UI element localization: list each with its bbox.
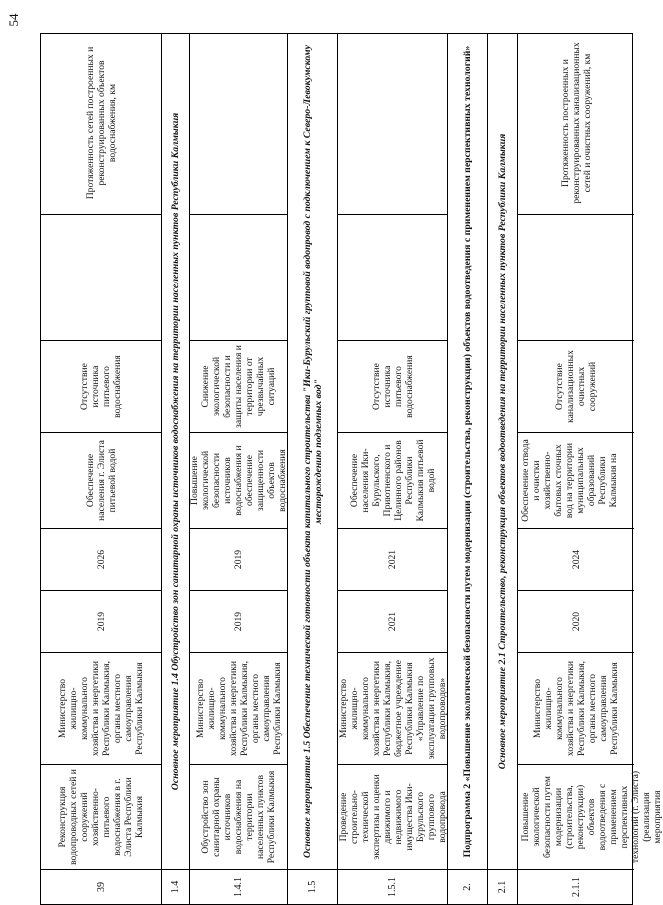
expected-result: Обеспечение населения Ики-Бурульского, Приютненского и Целинного районов Республики Калмыкия питьевой водой — [338, 433, 447, 529]
executor: Министерство жилищно-коммунального хозяйства и энергетики Республики Калмыкия, органы местного самоуправления Республики Калмыкия — [190, 653, 287, 765]
indicator: Протяженность сетей построенных и реконструированных объектов водоснабжения, км — [41, 32, 161, 215]
expected-result: Обеспечение отвода и очистки хозяйственно-бытовых сточных вод на территории муниципальных образований Республики Калмыкия на — [518, 433, 634, 529]
page-number: 54 — [6, 13, 21, 27]
start-year: 2019 — [41, 591, 161, 653]
measure-name: Реконструкция водопроводных сетей и сооружений хозяйственно-питьевого водоснабжения в г. Элиста Республики Калмыкия — [41, 765, 161, 870]
table-row — [41, 34, 161, 904]
measure-name: Обустройство зон санитарной охраны источников водоснабжения на территории населенных пунктов Республики Калмыкия — [190, 765, 287, 870]
section-row — [487, 34, 517, 904]
row-number: 1.4.1 — [233, 877, 244, 897]
consequence: Снижение экологической безопасности и защиты населения и территории от чрезвычайных ситуаций — [190, 341, 287, 433]
consequence: Отсутствие канализационных очистных сооружений — [518, 341, 634, 433]
section-title: Основное мероприятие 2.1 Строительство, реконструкция объектов водоотведения на территории населенных пунктов Республики Калмыкия — [488, 34, 517, 870]
row-number: 1.5.1 — [387, 877, 398, 897]
section-row — [287, 34, 337, 904]
executor: Министерство жилищно-коммунального хозяйства и энергетики Республики Калмыкия, бюджетное учреждение Республики Калмыкия «Управление по эксплуатации групповых водопроводов» — [338, 653, 447, 765]
subprogram-title: Подпрограмма 2 «Повышение экологической безопасности путем модернизации (строительства, реконструкции) объектов водоотведения с применением перспективных технологий» — [448, 34, 487, 870]
table-row — [189, 34, 287, 904]
end-year: 2024 — [518, 529, 634, 591]
indicator: Протяженность построенных и реконструированных канализационных сетей и очистных сооружений, км — [518, 32, 634, 215]
end-year: 2026 — [41, 529, 161, 591]
indicator — [190, 32, 287, 215]
subprogram-row — [447, 34, 487, 904]
table-row — [337, 34, 447, 904]
consequence: Отсутствие источника питьевого водоснабжения — [41, 341, 161, 433]
section-number: 1.5 — [307, 880, 318, 894]
executor: Министерство жилищно-коммунального хозяйства и энергетики Республики Калмыкия, органы местного самоуправления Республики Калмыкия — [41, 653, 161, 765]
row-number: 2.1.1 — [570, 877, 582, 897]
section-number: 2.1 — [497, 880, 508, 894]
section-title: Основное мероприятие 1.4 Обустройство зон санитарной охраны источников водоснабжения на территории населенных пунктов Республики Калмыкия — [162, 34, 189, 870]
end-year: 2019 — [190, 529, 287, 591]
measure-name: Проведение строительно-технической экспертизы и оценки движимого и недвижимого имущества Ики-Бурульского группового водопровода — [338, 765, 447, 870]
program-table — [40, 33, 663, 905]
consequence-extra — [518, 215, 634, 341]
start-year: 2021 — [338, 591, 447, 653]
consequence-extra — [338, 215, 447, 341]
row-number: 39 — [95, 882, 107, 892]
consequence-extra — [41, 215, 161, 341]
expected-result: Обеспечение населения г. Элиста питьевой водой — [41, 433, 161, 529]
expected-result: Повышение экологической безопасности источников водоснабжения и обеспечение защищенности объектов водоснабжения — [190, 433, 287, 529]
section-title: Основное мероприятие 1.5 Обеспечение технической готовности объекта капитального строительства "Ики-Бурульский групповой водопровод с подключением к Северо-Левокумскому месторождению подземных вод" — [288, 34, 337, 870]
section-number: 1.4 — [170, 880, 181, 894]
consequence: Отсутствие источника питьевого водоснабжения — [338, 341, 447, 433]
section-row — [161, 34, 189, 904]
consequence-extra — [190, 215, 287, 341]
table-row — [517, 34, 663, 904]
indicator — [338, 32, 447, 215]
end-year: 2021 — [338, 529, 447, 591]
measure-name: Повышение экологической безопасности путем модернизации (строительства, реконструкции) объектов водоотведения с применением перспективных технологий (г. Элиста) (реализация мероприятия — [518, 765, 634, 870]
executor: Министерство жилищно-коммунального хозяйства и энергетики Республики Калмыкия, органы местного самоуправления Республики Калмыкия — [518, 653, 634, 765]
start-year: 2019 — [190, 591, 287, 653]
subprogram-number: 2. — [462, 883, 473, 891]
start-year: 2020 — [518, 591, 634, 653]
